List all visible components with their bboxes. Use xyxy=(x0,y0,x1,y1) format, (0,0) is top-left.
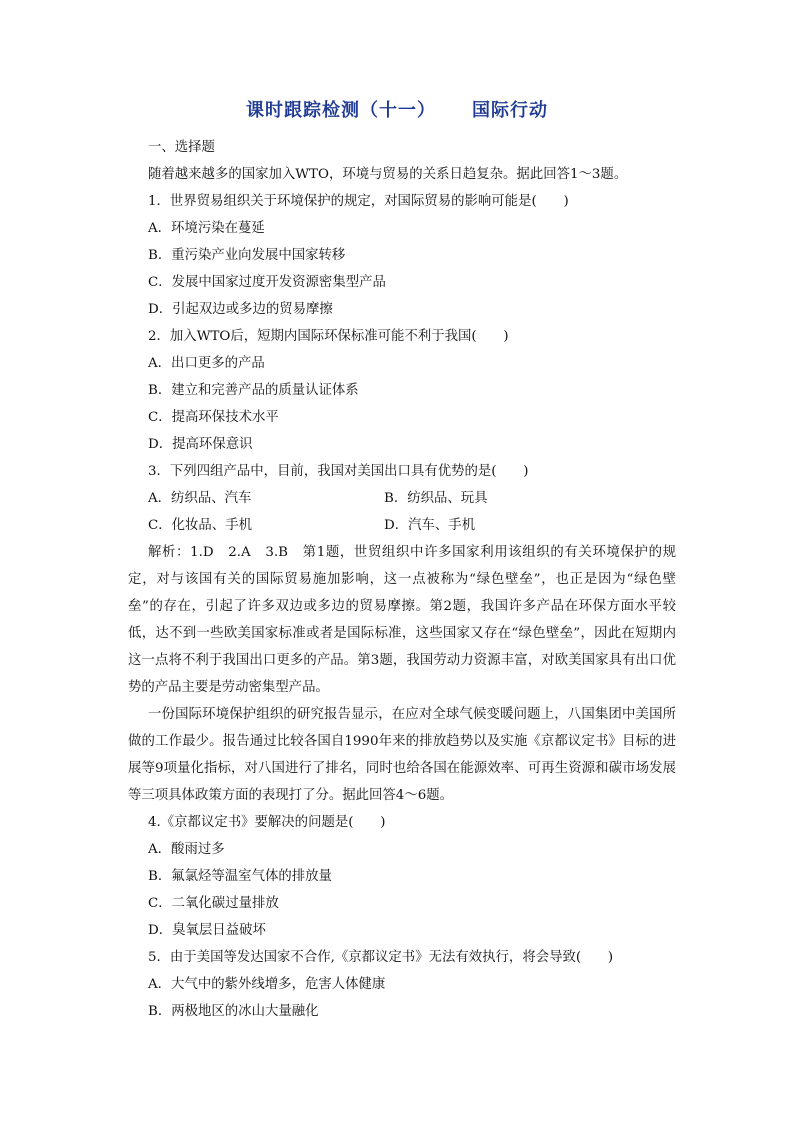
question-4-option-d: D．臭氧层日益破坏 xyxy=(148,923,266,938)
question-2-option-c: C．提高环保技术水平 xyxy=(148,410,279,425)
question-3-option-a: A．纺织品、汽车 xyxy=(148,491,252,506)
question-2-option-a: A．出口更多的产品 xyxy=(148,356,265,371)
question-4-option-c: C．二氧化碳过量排放 xyxy=(148,896,279,911)
question-5-stem: 5．由于美国等发达国家不合作,《京都议定书》无法有效执行，将会导致( ) xyxy=(148,950,614,965)
title-topic: 国际行动 xyxy=(472,100,548,121)
document-body xyxy=(128,134,676,1025)
question-3-option-b: B．纺织品、玩具 xyxy=(384,491,488,506)
section-heading: 一、选择题 xyxy=(148,140,215,155)
question-1-option-d: D．引起双边或多边的贸易摩擦 xyxy=(148,302,333,317)
intro-paragraph-1: 随着越来越多的国家加入WTO，环境与贸易的关系日趋复杂。据此回答1～3题。 xyxy=(148,167,628,182)
question-4-stem: 4.《京都议定书》要解决的问题是( ) xyxy=(148,815,386,830)
question-5-option-a: A．大气中的紫外线增多，危害人体健康 xyxy=(148,977,386,992)
question-3-options-row-1 xyxy=(128,485,676,512)
question-2-stem: 2．加入WTO后，短期内国际环保标准可能不利于我国( ) xyxy=(148,329,509,344)
question-4-option-a: A．酸雨过多 xyxy=(148,842,225,857)
question-3-stem: 3．下列四组产品中，目前，我国对美国出口具有优势的是( ) xyxy=(148,464,529,479)
question-2-option-d: D．提高环保意识 xyxy=(148,437,253,452)
intro-paragraph-2: 一份国际环境保护组织的研究报告显示，在应对全球气候变暖问题上，八国集团中美国所做的工作最少。报告通过比较各国自1990年来的排放趋势以及实施《京都议定书》目标的进展等9项量化指标，对八国进行了排名，同时也给各国在能源效率、可再生资源和碳市场发展等三项具体政策方面的表现打了分。据此回答4～6题。 xyxy=(128,707,676,803)
question-1-option-a: A．环境污染在蔓延 xyxy=(148,221,265,236)
question-4-option-b: B．氟氯烃等温室气体的排放量 xyxy=(148,869,332,884)
title-main: 课时跟踪检测（十一） xyxy=(246,100,436,121)
analysis-paragraph-1: 解析：1.D 2.A 3.B 第1题，世贸组织中许多国家利用该组织的有关环境保护的规定，对与该国有关的国际贸易施加影响，这一点被称为“绿色壁垒”，也正是因为“绿色壁垒”的存在，引起了许多双边或多边的贸易摩擦。第2题，我国许多产品在环保方面水平较低，达不到一些欧美国家标准或者是国际标准，这些国家又存在“绿色壁垒”，因此在短期内这一点将不利于我国出口更多的产品。第3题，我国劳动力资源丰富，对欧美国家具有出口优势的产品主要是劳动密集型产品。 xyxy=(128,545,676,695)
question-1-option-b: B．重污染产业向发展中国家转移 xyxy=(148,248,346,263)
question-1-option-c: C．发展中国家过度开发资源密集型产品 xyxy=(148,275,386,290)
question-3-option-c: C．化妆品、手机 xyxy=(148,518,252,533)
page-title xyxy=(0,96,794,122)
question-3-option-d: D．汽车、手机 xyxy=(384,518,476,533)
question-1-stem: 1．世界贸易组织关于环境保护的规定，对国际贸易的影响可能是( ) xyxy=(148,194,569,209)
question-5-option-b: B．两极地区的冰山大量融化 xyxy=(148,1004,319,1019)
question-2-option-b: B．建立和完善产品的质量认证体系 xyxy=(148,383,359,398)
question-3-options-row-2 xyxy=(128,512,676,539)
